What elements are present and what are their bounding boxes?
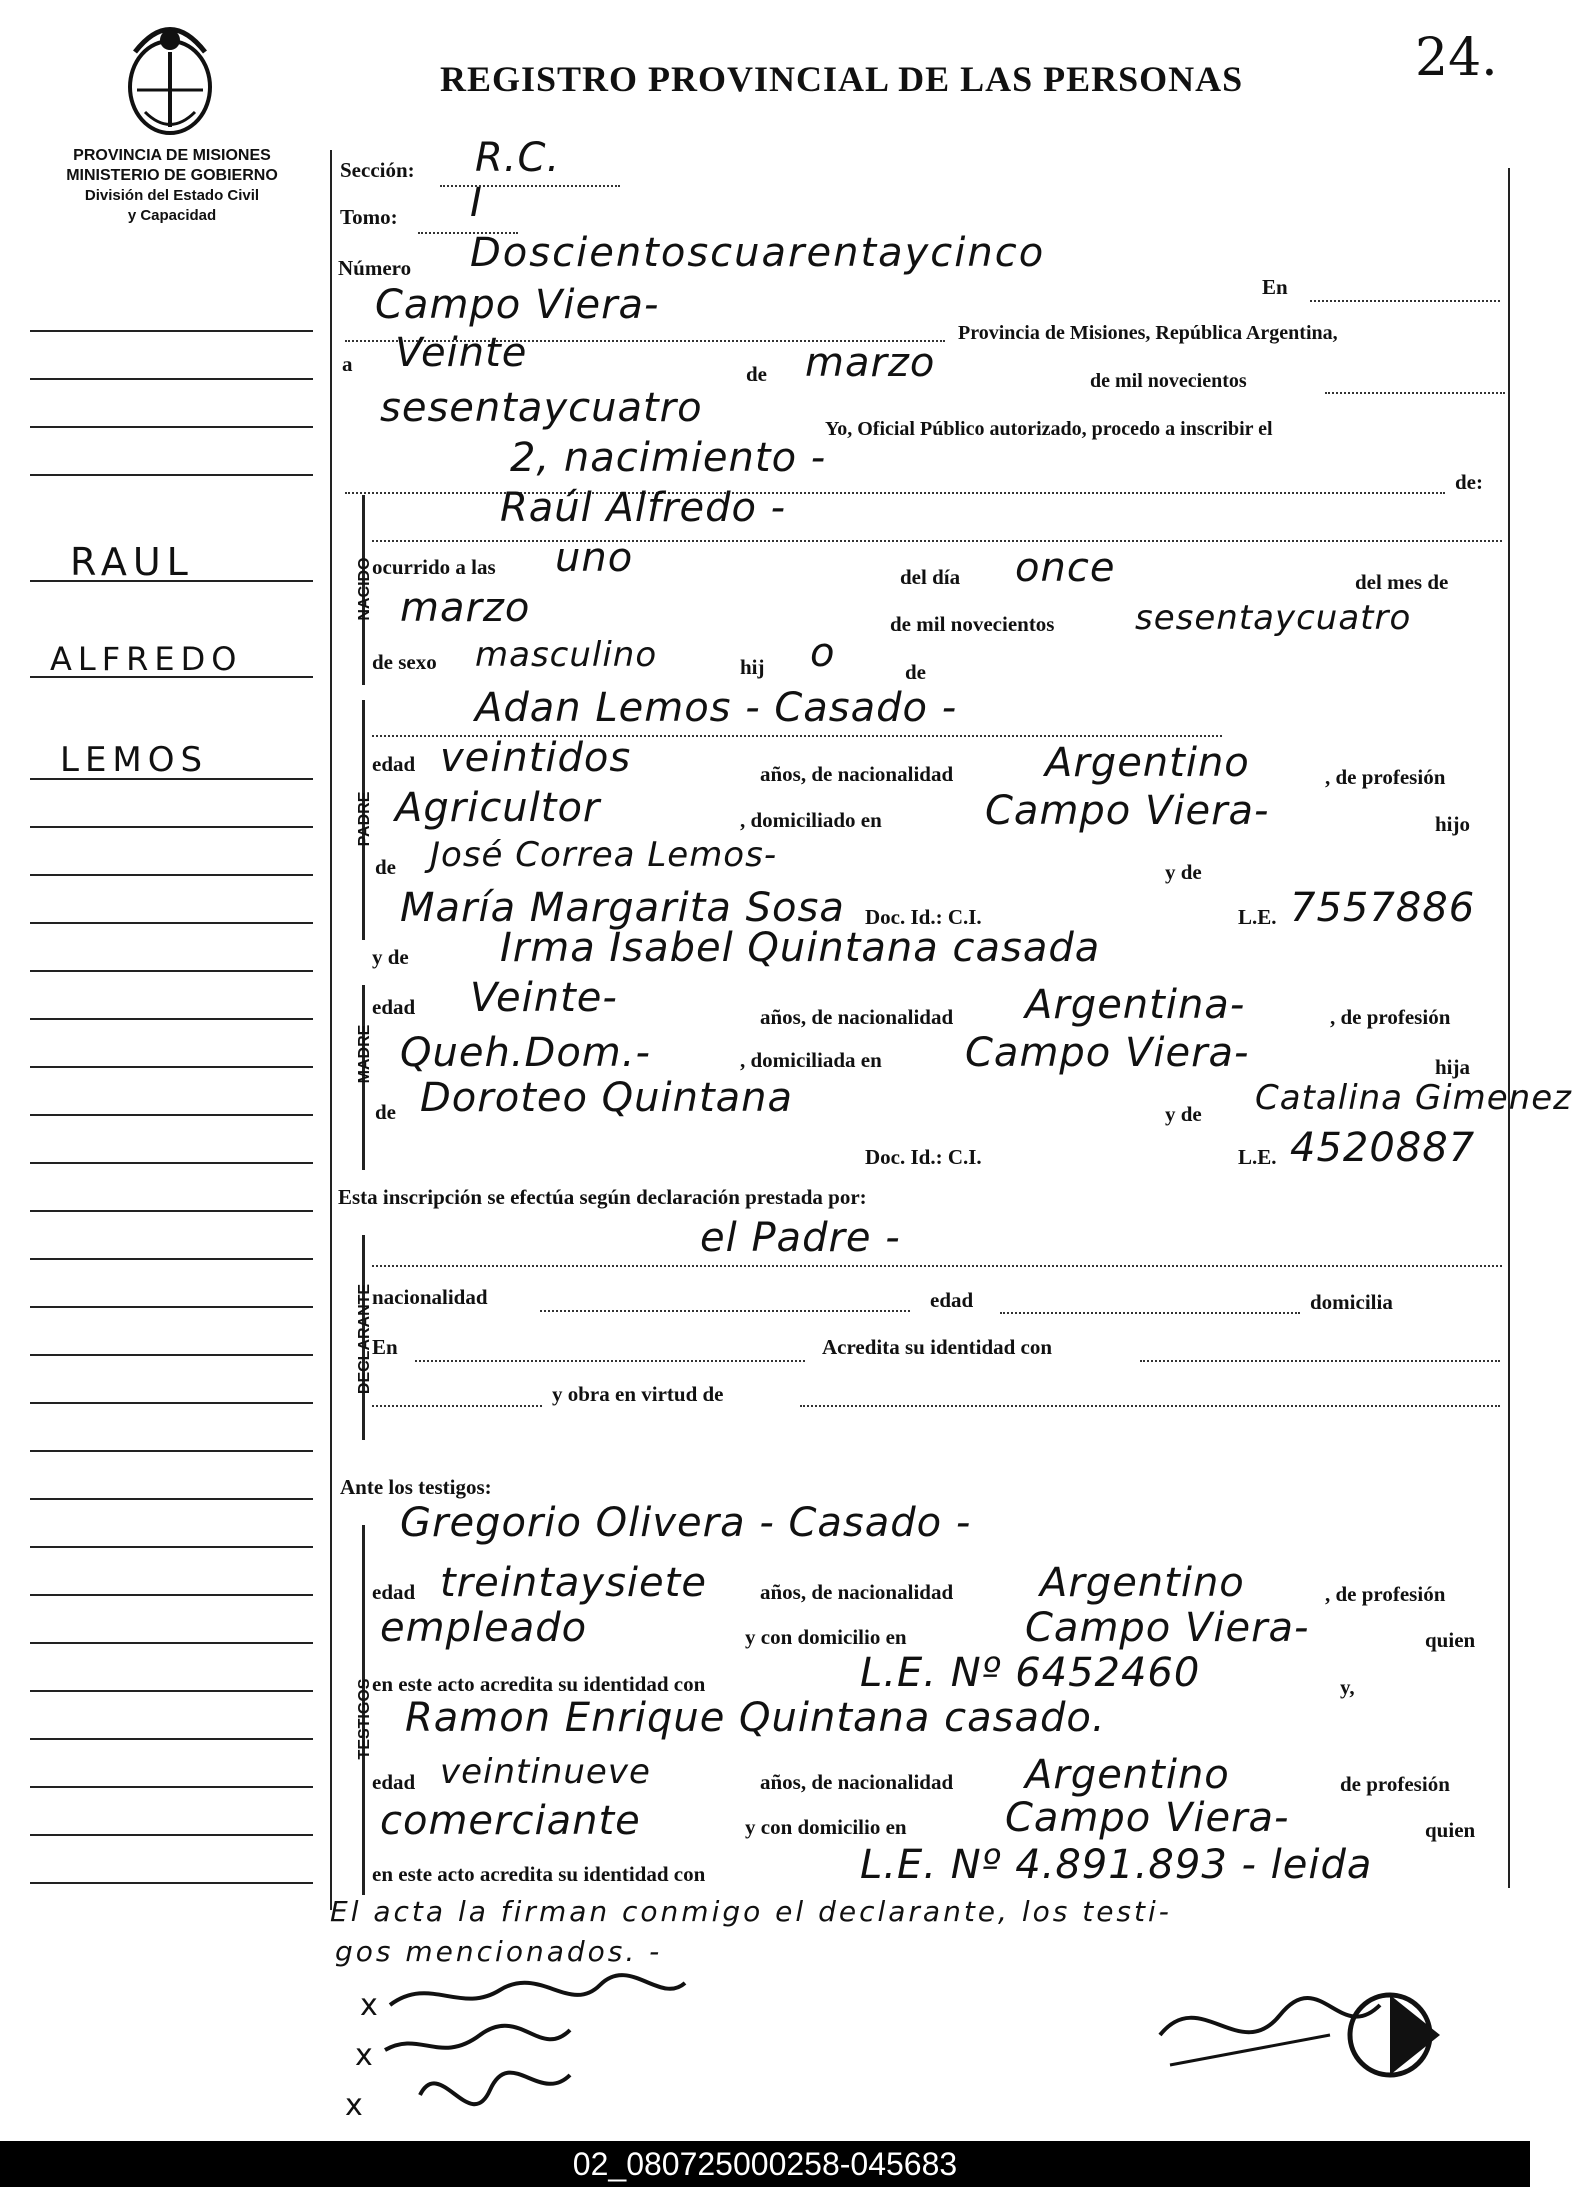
svg-text:x: x: [360, 1988, 378, 2023]
del-mes-label: del mes de: [1355, 570, 1449, 594]
testigo2-profesion-label: de profesión: [1340, 1772, 1450, 1796]
institution-line-3: División del Estado Civil: [84, 187, 260, 204]
hijo-value: o: [810, 630, 836, 676]
testigo1-profesion-value: empleado: [380, 1605, 588, 1651]
margin-name-1: RAUL: [70, 540, 194, 584]
padre-hijo-label: hijo: [1435, 812, 1471, 836]
madre-madre-value: Catalina Gimenez: [1255, 1078, 1572, 1118]
image-id-footer: 02_080725000258-045683: [0, 2141, 1530, 2187]
padre-edad-label: edad: [372, 752, 416, 776]
closing-line-2: gos mencionados. -: [335, 1935, 663, 1968]
declarante-obra-label: y obra en virtud de: [552, 1382, 724, 1406]
testigo2-acredita-label: en este acto acredita su identidad con: [372, 1862, 706, 1886]
hora-value: uno: [555, 535, 634, 581]
provincia-label: Provincia de Misiones, República Argentina,: [958, 322, 1338, 344]
margin-name-3: LEMOS: [60, 740, 209, 780]
sexo-value: masculino: [475, 635, 658, 675]
de-mil-label: de mil novecientos: [1090, 370, 1247, 392]
section-padre-label: PADRE: [356, 791, 373, 847]
de-mil-nac-label: de mil novecientos: [890, 612, 1055, 636]
madre-y-de-label: y de: [372, 945, 409, 969]
section-declarante-label: DECLARANTE: [356, 1283, 373, 1395]
padre-edad-value: veintidos: [440, 735, 632, 781]
institution-line-2: MINISTERIO DE GOBIERNO: [66, 167, 278, 184]
numero-value: Doscientoscuarentaycinco: [470, 230, 1046, 276]
margin-name-2: ALFREDO: [50, 640, 243, 678]
padre-nac-label: años, de nacionalidad: [760, 762, 954, 786]
padre-domicilio-value: Campo Viera-: [985, 788, 1270, 834]
del-dia-label: del día: [900, 565, 961, 589]
padre-profesion-value: Agricultor: [395, 785, 601, 831]
declarante-edad-label: edad: [930, 1288, 974, 1312]
padre-de-label: de: [375, 855, 396, 879]
numero-label: Número: [338, 256, 412, 280]
a-label: a: [342, 352, 353, 376]
testigo1-nombre-value: Gregorio Olivera - Casado -: [400, 1500, 972, 1546]
testigo2-edad-label: edad: [372, 1770, 416, 1794]
padre-doc-label: Doc. Id.: C.I.: [865, 905, 982, 929]
declarante-domicilia-label: domicilia: [1310, 1290, 1393, 1314]
madre-nacionalidad-value: Argentina-: [1025, 982, 1246, 1028]
institution-line-1: PROVINCIA DE MISIONES: [73, 147, 271, 164]
madre-profesion-label: , de profesión: [1330, 1005, 1451, 1029]
anio-value: sesentaycuatro: [380, 385, 703, 431]
madre-le-label: L.E.: [1238, 1145, 1277, 1169]
declarante-acredita-label: Acredita su identidad con: [822, 1335, 1053, 1359]
institution-line-4: y Capacidad: [127, 207, 217, 224]
testigo2-nacionalidad-value: Argentino: [1025, 1752, 1230, 1798]
madre-domicilio-value: Campo Viera-: [965, 1030, 1250, 1076]
testigo1-quien-label: quien: [1425, 1628, 1476, 1652]
madre-le-value: 4520887: [1290, 1125, 1476, 1171]
anio-nac-value: sesentaycuatro: [1135, 598, 1412, 638]
nombre-value: Raúl Alfredo -: [500, 485, 787, 531]
coat-of-arms-emblem: [115, 12, 225, 142]
testigo2-profesion-value: comerciante: [380, 1798, 641, 1844]
padre-y-de-label: y de: [1165, 860, 1202, 884]
testigo1-domicilio-value: Campo Viera-: [1025, 1605, 1310, 1651]
madre-profesion-value: Queh.Dom.-: [400, 1030, 651, 1076]
testigo2-nac-label: años, de nacionalidad: [760, 1770, 954, 1794]
testigo2-domicilio-value: Campo Viera-: [1005, 1795, 1290, 1841]
declarante-en-label: En: [372, 1335, 398, 1359]
testigo1-identidad-value: L.E. Nº 6452460: [860, 1650, 1201, 1696]
section-testigos-label: TESTIGOS: [356, 1678, 373, 1760]
testigo1-edad-value: treintaysiete: [440, 1560, 707, 1606]
madre-padre-value: Doroteo Quintana: [420, 1075, 794, 1121]
section-nacido-label: NACIDO: [356, 557, 373, 621]
closing-line-1: El acta la firman conmigo el declarante, los testi-: [330, 1895, 1172, 1928]
declarante-nacionalidad-label: nacionalidad: [372, 1285, 488, 1309]
document-title: REGISTRO PROVINCIAL DE LAS PERSONAS: [440, 59, 1244, 99]
madre-edad-value: Veinte-: [470, 975, 618, 1021]
testigo1-domicilio-label: y con domicilio en: [745, 1625, 907, 1649]
signatures-scribble: [340, 1975, 1480, 2140]
padre-profesion-label: , de profesión: [1325, 765, 1446, 789]
section-madre-label: MADRE: [356, 1024, 373, 1084]
madre-de-label: de: [375, 1100, 396, 1124]
en-label: En: [1262, 275, 1288, 299]
dia-value: Veinte: [395, 330, 528, 376]
acto-value: 2, nacimiento -: [510, 435, 827, 481]
testigo2-identidad-value: L.E. Nº 4.891.893 - leida: [860, 1842, 1373, 1888]
padre-nacionalidad-value: Argentino: [1045, 740, 1250, 786]
testigo2-nombre-value: Ramon Enrique Quintana casado.: [405, 1695, 1106, 1741]
testigo1-profesion-label: , de profesión: [1325, 1582, 1446, 1606]
testigo1-nac-label: años, de nacionalidad: [760, 1580, 954, 1604]
tomo-value: I: [470, 180, 483, 226]
madre-domiciliada-label: , domiciliada en: [740, 1048, 882, 1072]
madre-nac-label: años, de nacionalidad: [760, 1005, 954, 1029]
mes-value: marzo: [805, 340, 936, 386]
madre-nombre-value: Irma Isabel Quintana casada: [500, 925, 1101, 971]
sexo-label: de sexo: [372, 650, 437, 674]
ocurrido-label: ocurrido a las: [372, 555, 496, 579]
form-frame-right: [1508, 168, 1510, 1888]
institution-block: [22, 146, 322, 226]
madre-y-de2-label: y de: [1165, 1102, 1202, 1126]
seccion-value: R.C.: [475, 135, 561, 181]
seccion-label: Sección:: [340, 158, 415, 182]
testigo1-acredita-label: en este acto acredita su identidad con: [372, 1672, 706, 1696]
testigo1-nacionalidad-value: Argentino: [1040, 1560, 1245, 1606]
padre-le-label: L.E.: [1238, 905, 1277, 929]
padre-domiciliado-label: , domiciliado en: [740, 808, 882, 832]
madre-doc-label: Doc. Id.: C.I.: [865, 1145, 982, 1169]
testigo1-edad-label: edad: [372, 1580, 416, 1604]
mes-nac-value: marzo: [400, 585, 531, 631]
testigo2-domicilio-label: y con domicilio en: [745, 1815, 907, 1839]
testigo1-y-label: y,: [1340, 1675, 1355, 1699]
testigo2-quien-label: quien: [1425, 1818, 1476, 1842]
testigo2-edad-value: veintinueve: [440, 1752, 651, 1792]
svg-text:x: x: [355, 2038, 373, 2073]
lugar-value: Campo Viera-: [375, 282, 660, 328]
madre-hija-label: hija: [1435, 1055, 1471, 1079]
padre-madre-value: María Margarita Sosa: [400, 885, 845, 931]
tomo-label: Tomo:: [340, 205, 398, 229]
oficial-label: Yo, Oficial Público autorizado, procedo a inscribir el: [825, 418, 1273, 440]
form-frame-left: [330, 150, 332, 1910]
padre-nombre-value: Adan Lemos - Casado -: [475, 685, 958, 731]
dia-nac-value: once: [1015, 545, 1116, 591]
hij-label: hij: [740, 655, 765, 679]
de-label: de: [746, 362, 767, 386]
madre-edad-label: edad: [372, 995, 416, 1019]
page-number: 24.: [1415, 28, 1498, 88]
de-hijo-label: de: [905, 660, 926, 684]
padre-padre-value: José Correa Lemos-: [430, 835, 778, 875]
de-colon-label: de:: [1455, 470, 1483, 494]
inscripcion-label: Esta inscripción se efectúa según declaración prestada por:: [338, 1185, 867, 1209]
declarante-nombre-value: el Padre -: [700, 1215, 901, 1261]
svg-text:x: x: [345, 2088, 363, 2123]
padre-le-value: 7557886: [1290, 885, 1476, 931]
ante-testigos-label: Ante los testigos:: [340, 1475, 492, 1499]
